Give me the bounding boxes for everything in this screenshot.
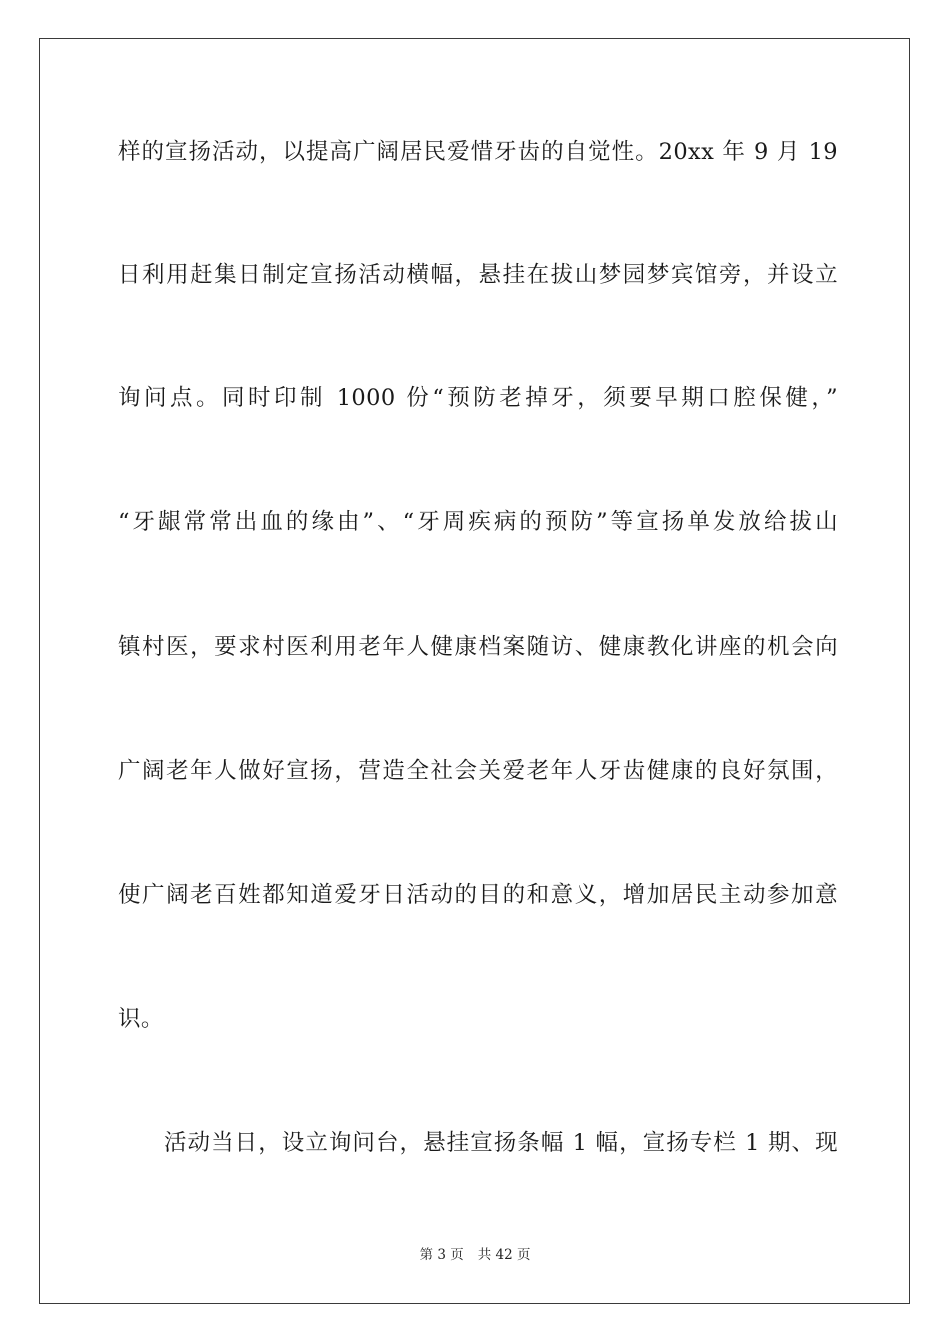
body-text-line-4: “牙龈常常出血的缘由”、“牙周疾病的预防”等宣扬单发放给拔山 — [118, 509, 838, 535]
body-text-line-1: 样的宣扬活动，以提高广阔居民爱惜牙齿的自觉性。20xx 年 9 月 19 — [118, 139, 838, 165]
body-text-line-2: 日利用赶集日制定宣扬活动横幅，悬挂在拔山梦园梦宾馆旁，并设立 — [118, 262, 838, 288]
page-total: 共 42 页 — [477, 1247, 531, 1263]
body-text-line-3: 询问点。同时印制 1000 份“预防老掉牙，须要早期口腔保健，” — [118, 385, 838, 411]
page-border — [39, 38, 910, 1304]
body-text-line-6: 广阔老年人做好宣扬，营造全社会关爱老年人牙齿健康的良好氛围， — [118, 758, 838, 784]
body-text-paragraph-start: 活动当日，设立询问台，悬挂宣扬条幅 1 幅，宣扬专栏 1 期、现 — [164, 1130, 838, 1156]
page-number: 第 3 页 — [419, 1247, 464, 1263]
page-footer — [0, 1246, 950, 1264]
body-text-line-7: 使广阔老百姓都知道爱牙日活动的目的和意义，增加居民主动参加意 — [118, 882, 838, 908]
body-text-line-5: 镇村医，要求村医利用老年人健康档案随访、健康教化讲座的机会向 — [118, 634, 838, 660]
body-text-line-8: 识。 — [118, 1006, 164, 1032]
